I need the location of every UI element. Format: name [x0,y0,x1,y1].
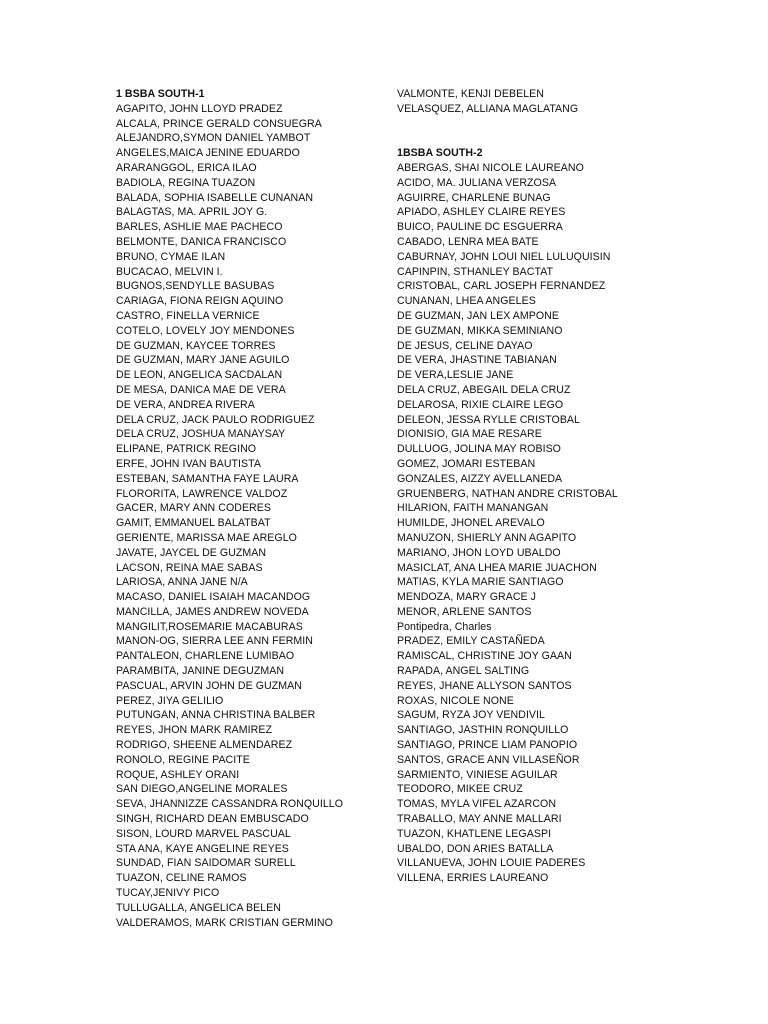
student-name: DIONISIO, GIA MAE RESARE [397,428,542,441]
student-name: ESTEBAN, SAMANTHA FAYE LAURA [116,472,299,485]
student-name: DULLUOG, JOLINA MAY ROBISO [397,443,561,456]
student-name: MANON-OG, SIERRA LEE ANN FERMIN [116,635,313,648]
student-name: RODRIGO, SHEENE ALMENDAREZ [116,739,293,752]
student-name: LARIOSA, ANNA JANE N/A [116,576,248,589]
student-name: SEVA, JHANNIZZE CASSANDRA RONQUILLO [116,798,344,811]
student-name: MANGILIT,ROSEMARIE MACABURAS [116,620,303,633]
student-name: PEREZ, JIYA GELILIO [116,694,224,707]
student-name: SUNDAD, FIAN SAIDOMAR SURELL [116,857,296,870]
student-name: UBALDO, DON ARIES BATALLA [397,842,554,855]
student-name: GAMIT, EMMANUEL BALATBAT [116,517,271,530]
student-name: Pontipedra, Charles [397,620,492,633]
student-name: APIADO, ASHLEY CLAIRE REYES [397,206,566,219]
student-name: SANTOS, GRACE ANN VILLASEÑOR [397,753,580,766]
student-name: SISON, LOURD MARVEL PASCUAL [116,827,291,840]
student-name: BRUNO, CYMAE ILAN [116,250,226,263]
student-name: REYES, JHON MARK RAMIREZ [116,724,273,737]
student-name: ROQUE, ASHLEY ORANI [116,768,240,781]
student-name: AGUIRRE, CHARLENE BUNAG [397,191,551,204]
student-name: BADIOLA, REGINA TUAZON [116,176,256,189]
student-name: DE MESA, DANICA MAE DE VERA [116,383,286,396]
student-name: SANTIAGO, JASTHIN RONQUILLO [397,724,569,737]
student-name: CARIAGA, FIONA REIGN AQUINO [116,295,284,308]
student-name: RAMISCAL, CHRISTINE JOY GAAN [397,650,572,663]
student-name: HILARION, FAITH MANANGAN [397,502,549,515]
student-name: ERFE, JOHN IVAN BAUTISTA [116,457,262,470]
student-name: TEODORO, MIKEE CRUZ [397,783,523,796]
student-name: REYES, JHANE ALLYSON SANTOS [397,679,572,692]
student-name: TOMAS, MYLA VIFEL AZARCON [397,798,557,811]
student-name: DE VERA,LESLIE JANE [397,369,514,382]
student-name: MATIAS, KYLA MARIE SANTIAGO [397,576,564,589]
student-name: HUMILDE, JHONEL AREVALO [397,517,545,530]
student-name: DE GUZMAN, KAYCEE TORRES [116,339,276,352]
student-name: ACIDO, MA. JULIANA VERZOSA [397,176,557,189]
student-name: DE LEON, ANGELICA SACDALAN [116,369,283,382]
student-name: CABADO, LENRA MEA BATE [397,235,539,248]
student-name: RAPADA, ANGEL SALTING [397,665,530,678]
student-name: ALEJANDRO,SYMON DANIEL YAMBOT [116,132,311,145]
student-name: PASCUAL, ARVIN JOHN DE GUZMAN [116,679,302,692]
student-name: SARMIENTO, VINIESE AGUILAR [397,768,558,781]
student-name: TUAZON, CELINE RAMOS [116,872,247,885]
student-name: PUTUNGAN, ANNA CHRISTINA BALBER [116,709,316,722]
student-name: PARAMBITA, JANINE DEGUZMAN [116,665,285,678]
right-column [397,87,727,886]
student-name: DE VERA, JHASTINE TABIANAN [397,354,557,367]
student-list-south-1 [116,102,386,931]
student-name: GOMEZ, JOMARI ESTEBAN [397,457,536,470]
student-name: TUAZON, KHATLENE LEGASPI [397,827,552,840]
section-title-south-2: 1BSBA SOUTH-2 [397,147,483,160]
student-name: RONOLO, REGINE PACITE [116,753,250,766]
student-list-south-1-continued [397,87,727,117]
student-name: CRISTOBAL, CARL JOSEPH FERNANDEZ [397,280,606,293]
student-name: BALAGTAS, MA. APRIL JOY G. [116,206,268,219]
student-name: BUGNOS,SENDYLLE BASUBAS [116,280,275,293]
student-name: GACER, MARY ANN CODERES [116,502,271,515]
student-name: MACASO, DANIEL ISAIAH MACANDOG [116,591,311,604]
student-name: MASICLAT, ANA LHEA MARIE JUACHON [397,561,597,574]
student-name: COTELO, LOVELY JOY MENDONES [116,324,295,337]
student-name: BELMONTE, DANICA FRANCISCO [116,235,287,248]
student-name: CAPINPIN, STHANLEY BACTAT [397,265,554,278]
student-name: LACSON, REINA MAE SABAS [116,561,263,574]
student-name: STA ANA, KAYE ANGELINE REYES [116,842,289,855]
student-name: VILLENA, ERRIES LAUREANO [397,872,549,885]
student-name: GRUENBERG, NATHAN ANDRE CRISTOBAL [397,487,618,500]
student-name: DELA CRUZ, JACK PAULO RODRIGUEZ [116,413,315,426]
student-name: CABURNAY, JOHN LOUI NIEL LULUQUISIN [397,250,611,263]
student-name: DE GUZMAN, MIKKA SEMINIANO [397,324,563,337]
student-name: MENDOZA, MARY GRACE J [397,591,536,604]
student-name: VELASQUEZ, ALLIANA MAGLATANG [397,102,579,115]
student-name: BALADA, SOPHIA ISABELLE CUNANAN [116,191,314,204]
student-name: MANCILLA, JAMES ANDREW NOVEDA [116,605,309,618]
student-name: SINGH, RICHARD DEAN EMBUSCADO [116,813,309,826]
student-name: DE JESUS, CELINE DAYAO [397,339,533,352]
student-name: SANTIAGO, PRINCE LIAM PANOPIO [397,739,578,752]
student-name: ELIPANE, PATRICK REGINO [116,443,257,456]
student-name: DELAROSA, RIXIE CLAIRE LEGO [397,398,564,411]
student-name: TRABALLO, MAY ANNE MALLARI [397,813,562,826]
student-name: GONZALES, AIZZY AVELLANEDA [397,472,563,485]
student-name: BUICO, PAULINE DC ESGUERRA [397,221,563,234]
student-name: SAN DIEGO,ANGELINE MORALES [116,783,288,796]
student-name: DELA CRUZ, ABEGAIL DELA CRUZ [397,383,571,396]
student-name: VALDERAMOS, MARK CRISTIAN GERMINO [116,916,333,929]
student-name: CUNANAN, LHEA ANGELES [397,295,536,308]
student-name: GERIENTE, MARISSA MAE AREGLO [116,531,297,544]
student-name: FLORORITA, LAWRENCE VALDOZ [116,487,288,500]
student-name: ARARANGGOL, ERICA ILAO [116,161,257,174]
student-name: PRADEZ, EMILY CASTAÑEDA [397,635,545,648]
student-name: CASTRO, FINELLA VERNICE [116,309,260,322]
student-name: DE GUZMAN, JAN LEX AMPONE [397,309,559,322]
student-name: BUCACAO, MELVIN I. [116,265,223,278]
student-name: ALCALA, PRINCE GERALD CONSUEGRA [116,117,322,130]
student-name: BARLES, ASHLIE MAE PACHECO [116,221,283,234]
student-name: TULLUGALLA, ANGELICA BELEN [116,901,281,914]
student-name: TUCAY,JENIVY PICO [116,887,220,900]
student-name: VILLANUEVA, JOHN LOUIE PADERES [397,857,586,870]
student-name: ANGELES,MAICA JENINE EDUARDO [116,147,300,160]
student-name: ABERGAS, SHAI NICOLE LAUREANO [397,161,584,174]
student-name: SAGUM, RYZA JOY VENDIVIL [397,709,545,722]
student-name: PANTALEON, CHARLENE LUMIBAO [116,650,295,663]
student-name: MARIANO, JHON LOYD UBALDO [397,546,561,559]
student-name: ROXAS, NICOLE NONE [397,694,514,707]
student-name: MANUZON, SHIERLY ANN AGAPITO [397,531,577,544]
student-name: DE GUZMAN, MARY JANE AGUILO [116,354,290,367]
student-name: AGAPITO, JOHN LLOYD PRADEZ [116,102,283,115]
section-spacer [397,117,727,147]
student-list-south-2 [397,161,727,886]
section-title-south-1: 1 BSBA SOUTH-1 [116,88,205,100]
student-name: DELA CRUZ, JOSHUA MANAYSAY [116,428,286,441]
left-column [116,87,386,930]
student-name: DELEON, JESSA RYLLE CRISTOBAL [397,413,580,426]
student-name: MENOR, ARLENE SANTOS [397,605,532,618]
student-name: VALMONTE, KENJI DEBELEN [397,88,544,100]
student-name: DE VERA, ANDREA RIVERA [116,398,255,411]
student-name: JAVATE, JAYCEL DE GUZMAN [116,546,267,559]
